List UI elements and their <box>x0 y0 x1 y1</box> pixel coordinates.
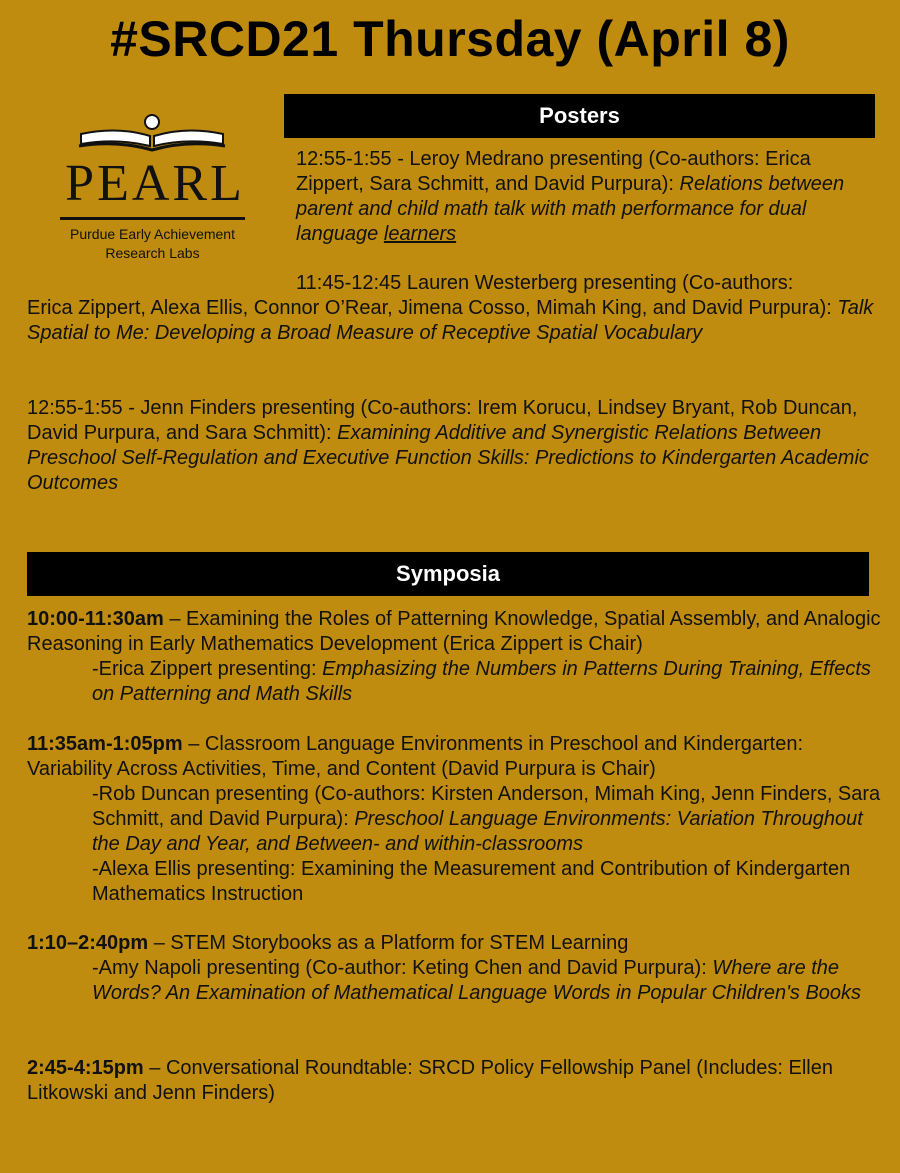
session-talk <box>27 657 887 707</box>
open-book-icon <box>77 112 227 154</box>
talk-title: Emphasizing the Numbers in Patterns During Training, Effects on Patterning and Math Skills <box>92 658 871 705</box>
session-talk <box>27 857 887 907</box>
symposium-session <box>27 607 887 707</box>
symposium-session <box>27 1056 887 1106</box>
talk-lead: -Alexa Ellis presenting: Examining the Measurement and Contribution of Kindergarten Mathematics Instruction <box>92 858 851 905</box>
session-time: 2:45-4:15pm <box>27 1057 144 1079</box>
page-title: #SRCD21 Thursday (April 8) <box>110 11 790 67</box>
symposium-session <box>27 931 887 1006</box>
session-talk <box>27 956 887 1006</box>
talk-title: Where are the Words? An Examination of Mathematical Language Words in Popular Children's Books <box>92 957 862 1004</box>
session-description: – Conversational Roundtable: SRCD Policy Fellowship Panel (Includes: Ellen Litkowski and Jenn Finders) <box>27 1057 833 1104</box>
logo-divider <box>60 217 245 220</box>
session-talk <box>27 782 887 857</box>
logo-wordmark: PEARL <box>65 155 245 212</box>
symposia-heading: Symposia <box>27 552 869 596</box>
poster-entry <box>296 147 876 247</box>
poster-lead: 11:45-12:45 Lauren Westerberg presenting (Co-authors: <box>296 272 794 294</box>
poster-lead-rest: Erica Zippert, Alexa Ellis, Connor O’Rear, Jimena Cosso, Mimah King, and David Purpura): <box>27 297 832 319</box>
poster-title: Relations between parent and child math talk with math performance for dual language <box>296 173 845 245</box>
talk-lead: -Amy Napoli presenting (Co-author: Keting Chen and David Purpura): <box>92 957 707 979</box>
poster-title-end: learners <box>383 223 457 245</box>
talk-lead: -Rob Duncan presenting (Co-authors: Kirsten Anderson, Mimah King, Jenn Finders, Sara Schmitt, and David Purpura): <box>92 783 881 830</box>
poster-lead: 12:55-1:55 - Jenn Finders presenting (Co-authors: Irem Korucu, Lindsey Bryant, Rob Duncan, David Purpura, and Sara Schmitt): <box>27 397 858 444</box>
talk-lead: -Erica Zippert presenting: <box>92 658 317 680</box>
talk-title: Preschool Language Environments: Variation Throughout the Day and Year, and Between- and within-classrooms <box>92 808 863 855</box>
session-description: – STEM Storybooks as a Platform for STEM Learning <box>153 932 629 954</box>
session-description: – Examining the Roles of Patterning Knowledge, Spatial Assembly, and Analogic Reasoning in Early Mathematics Development (Erica Zippert is Chair) <box>27 608 881 655</box>
pearl-logo <box>55 112 250 262</box>
session-time: 10:00-11:30am <box>27 608 164 630</box>
poster-title: Talk Spatial to Me: Developing a Broad Measure of Receptive Spatial Vocabulary <box>27 297 874 344</box>
logo-subtitle-line1: Purdue Early Achievement <box>70 226 235 242</box>
symposium-session <box>27 732 887 907</box>
session-time: 1:10–2:40pm <box>27 932 149 954</box>
session-description: – Classroom Language Environments in Preschool and Kindergarten: Variability Across Activities, Time, and Content (David Purpura is Chair) <box>27 733 804 780</box>
poster-lead: 12:55-1:55 - Leroy Medrano presenting (Co-authors: Erica Zippert, Sara Schmitt, and David Purpura): <box>296 148 811 195</box>
posters-heading: Posters <box>284 94 875 138</box>
poster-entry <box>27 271 887 346</box>
session-time: 11:35am-1:05pm <box>27 733 183 755</box>
poster-entry <box>27 396 887 496</box>
logo-subtitle-line2: Research Labs <box>105 245 200 261</box>
poster-title: Examining Additive and Synergistic Relations Between Preschool Self-Regulation and Executive Function Skills: Predictions to Kindergarten Academic Outcomes <box>27 422 869 494</box>
logo-subtitle <box>55 225 250 263</box>
